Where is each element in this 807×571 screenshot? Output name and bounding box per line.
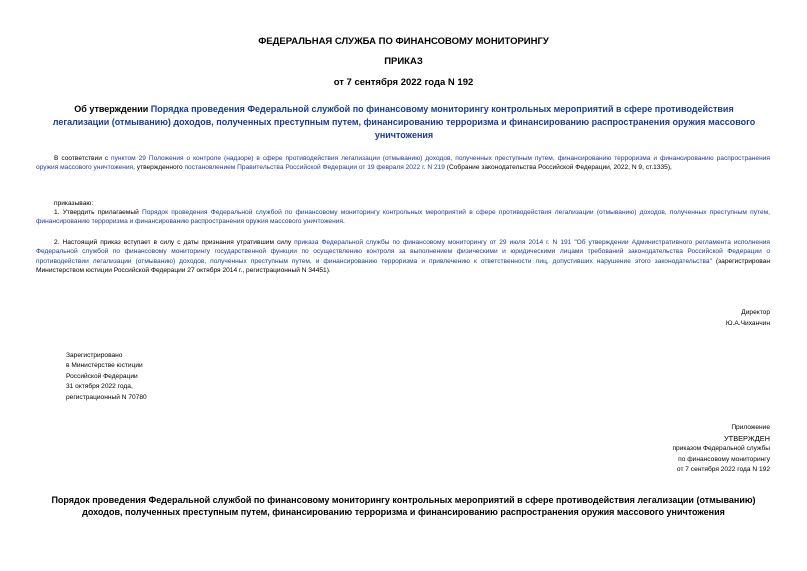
preamble-text-1: В соответствии с (54, 155, 112, 162)
appendix-approved: УТВЕРЖДЕН (723, 433, 770, 443)
registration-line: Российской Федерации (66, 372, 138, 380)
order-title-link[interactable]: Порядка проведения Федеральной службой по финансовому мониторингу контрольных мероприятий в сфере противодействия легализации (отмыванию) доходов, полученных преступным путем, финансированию терроризма и финансированию распространения оружия массового уничтожения (52, 104, 756, 140)
appendix-line: приказом Федеральной службы (672, 445, 770, 452)
registration-block (66, 351, 147, 403)
signature-position: Директор (741, 309, 770, 316)
appendix-block (672, 423, 770, 476)
item1-suffix: . (343, 218, 345, 226)
document-type: ПРИКАЗ (384, 56, 423, 67)
registration-line: в Министерстве юстиции (66, 362, 143, 370)
item2-link-old-order[interactable]: приказа Федеральной службы по финансовому мониторингу от 29 июля 2014 г. N 191 "Об утверждении Административного регламента исполнения Федеральной службой по финансовому мониторингу государственной функции по осуществлению контроля за выполнением физическими и юридическими лицами требований законодательства Российской Федерации о противодействии легализации (отмыванию) доходов, полученных преступным путем, и финансированию терроризма и привлечению к ответственности лиц, допустивших нарушение этого законодательства" (36, 239, 770, 265)
agency-heading: ФЕДЕРАЛЬНАЯ СЛУЖБА ПО ФИНАНСОВОМУ МОНИТОРИНГУ (258, 36, 549, 47)
order-item-2 (36, 238, 770, 276)
preamble-text-2: , утвержденного (133, 164, 185, 172)
preamble-link-regulation[interactable]: пунктом 29 Положения о контроле (надзоре) в сфере противодействия легализации (отмыванию) доходов, полученных преступным путем, финансированию терроризма и финансированию распространения оружия массового уничтожения (36, 155, 770, 172)
preamble-text-3: (Собрание законодательства Российской Федерации, 2022, N 9, ст.1335), (444, 164, 672, 172)
procedure-title: Порядок проведения Федеральной службой по финансовому мониторингу контрольных мероприятий в сфере противодействия легализации (отмыванию) доходов, полученных преступным путем, финансированию терроризма и финансированию распространения оружия массового уничтожения (51, 495, 756, 517)
item2-prefix: 2. Настоящий приказ вступает в силу с даты признания утратившим силу (54, 239, 295, 246)
order-title (48, 103, 760, 142)
order-word: приказываю: (54, 200, 94, 207)
signature-name: Ю.А.Чиханчин (725, 319, 770, 327)
order-title-prefix: Об утверждении (74, 104, 151, 114)
item1-link-procedure[interactable]: Порядок проведения Федеральной службой по финансовому мониторингу контрольных мероприятий в сфере противодействия легализации (отмыванию) доходов, полученных преступным путем, финансированию терроризма и финансированию распространения оружия массового уничтожения (36, 209, 770, 226)
preamble-paragraph (36, 154, 770, 173)
order-item-1 (36, 208, 770, 227)
signature-block (726, 308, 770, 329)
appendix-line: от 7 сентября 2022 года N 192 (676, 466, 770, 473)
registration-line: 31 октября 2022 года, (66, 383, 133, 391)
item1-prefix: 1. Утвердить прилагаемый (54, 209, 143, 216)
preamble-link-resolution[interactable]: постановлением Правительства Российской Федерации от 19 февраля 2022 г. N 219 (184, 164, 445, 172)
registration-line: Зарегистрировано (66, 352, 123, 359)
registration-line: регистрационный N 70780 (66, 393, 147, 401)
appendix-line: по финансовому мониторингу (678, 455, 770, 463)
appendix-label: Приложение (731, 424, 770, 431)
item2-suffix: (зарегистрирован Министерством юстиции Российской Федерации 27 октября 2014 г., регистрационный N 34451). (36, 257, 770, 275)
order-date-number: от 7 сентября 2022 года N 192 (333, 77, 474, 88)
